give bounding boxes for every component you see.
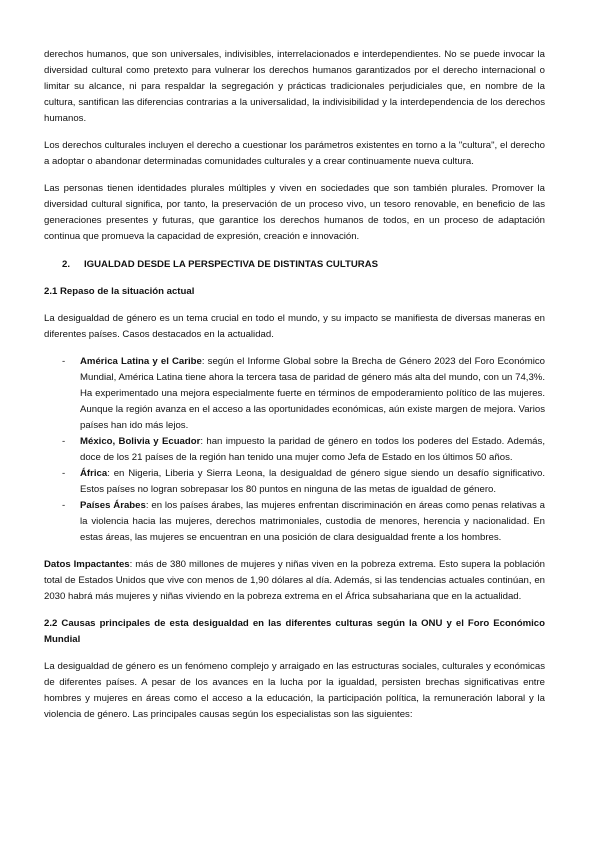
bullet-dash: -: [62, 356, 66, 367]
bullet-latin-america: [44, 354, 545, 434]
bullet-label: África: [80, 468, 108, 479]
bullet-label: América Latina y el Caribe: [80, 356, 202, 367]
region-bullet-list: [44, 354, 545, 546]
impact-data-paragraph: [44, 557, 545, 605]
bullet-text: : según el Informe Global sobre la Brecha de Género 2023 del Foro Económico Mundial, América Latina tiene ahora la tercera tasa de paridad de género más alta del mundo, con un 74,3%. Ha experimentado una mejora especialmente fuerte en términos de empoderamiento político de las mujeres. Aunque la región avanza en el acceso a las oportunidades económicas, aún existe margen de mejora. Varios países han ido más lejos.: [80, 356, 545, 431]
bullet-label: Países Árabes: [80, 500, 146, 511]
bullet-arab-countries: [44, 498, 545, 546]
bullet-text: : en los países árabes, las mujeres enfrentan discriminación en áreas como penas relativas a la violencia hacia las mujeres, derechos matrimoniales, custodia de menores, herencia y nacionalidad. En estas áreas, las mujeres se encuentran en una posición de clara desigualdad frente a los hombres.: [80, 500, 545, 543]
section-2-1-heading: 2.1 Repaso de la situación actual: [44, 286, 195, 297]
bullet-label: México, Bolivia y Ecuador: [80, 436, 201, 447]
section-2-title: IGUALDAD DESDE LA PERSPECTIVA DE DISTINTAS CULTURAS: [84, 259, 379, 270]
bullet-dash: -: [62, 468, 66, 479]
section-2-heading: [62, 257, 545, 273]
section-2-2-heading: 2.2 Causas principales de esta desigualdad en las diferentes culturas según la ONU y el Foro Económico Mundial: [44, 618, 545, 645]
bullet-dash: -: [62, 436, 66, 447]
paragraph-cultural-diversity-limits: derechos humanos, que son universales, indivisibles, interrelacionados e interdependientes. No se puede invocar la diversidad cultural como pretexto para vulnerar los derechos humanos garantizados por el derecho internacional o limitar su alcance, ni para respaldar la segregación y prácticas tradicionales perjudiciales que, en nombre de la cultura, santifican las diferencias contrarias a la universalidad, la indivisibilidad y la interdependencia de los derechos humanos.: [44, 49, 545, 124]
bullet-mexico-bolivia-ecuador: [44, 434, 545, 466]
bullet-text: : han impuesto la paridad de género en todos los poderes del Estado. Además, doce de los 21 países de la región han tenido una mujer como Jefa de Estado en los últimos 50 años.: [80, 436, 545, 463]
section-2-number: 2.: [62, 259, 71, 270]
impact-text: : más de 380 millones de mujeres y niñas viven en la pobreza extrema. Esto supera la población total de Estados Unidos que vive con menos de 1,90 dólares al día. Además, si las tendencias actuales continúan, en 2030 habrá más mujeres y niñas viviendo en la pobreza extrema en el África subsahariana que en la actualidad.: [44, 559, 545, 602]
bullet-text: : en Nigeria, Liberia y Sierra Leona, la desigualdad de género sigue siendo un desafío significativo. Estos países no logran sobrepasar los 80 puntos en ninguna de las metas de igualdad de género.: [80, 468, 545, 495]
impact-label: Datos Impactantes: [44, 559, 130, 570]
section-2-1-intro: La desigualdad de género es un tema crucial en todo el mundo, y su impacto se manifiesta de diversas maneras en diferentes países. Casos destacados en la actualidad.: [44, 313, 545, 340]
bullet-dash: -: [62, 500, 66, 511]
paragraph-plural-identities: Las personas tienen identidades plurales múltiples y viven en sociedades que son también plurales. Promover la diversidad cultural significa, por tanto, la preservación de un proceso vivo, un tesoro renovable, en beneficio de las generaciones presentes y futuras, que garantice los derechos humanos de todos, en un proceso de adaptación continua que promueva la capacidad de expresión, creación e innovación.: [44, 183, 545, 242]
bullet-africa: [44, 466, 545, 498]
section-2-2-paragraph: La desigualdad de género es un fenómeno complejo y arraigado en las estructuras sociales, culturales y económicas de diferentes países. A pesar de los avances en la lucha por la igualdad, persisten brechas significativas entre hombres y mujeres en áreas como el acceso a la educación, la participación política, la remuneración laboral y la violencia de género. Las principales causas según los especialistas son las siguientes:: [44, 661, 545, 720]
paragraph-cultural-rights: Los derechos culturales incluyen el derecho a cuestionar los parámetros existentes en torno a la "cultura", el derecho a adoptar o abandonar determinadas comunidades culturales y a crear continuamente nueva cultura.: [44, 140, 545, 167]
